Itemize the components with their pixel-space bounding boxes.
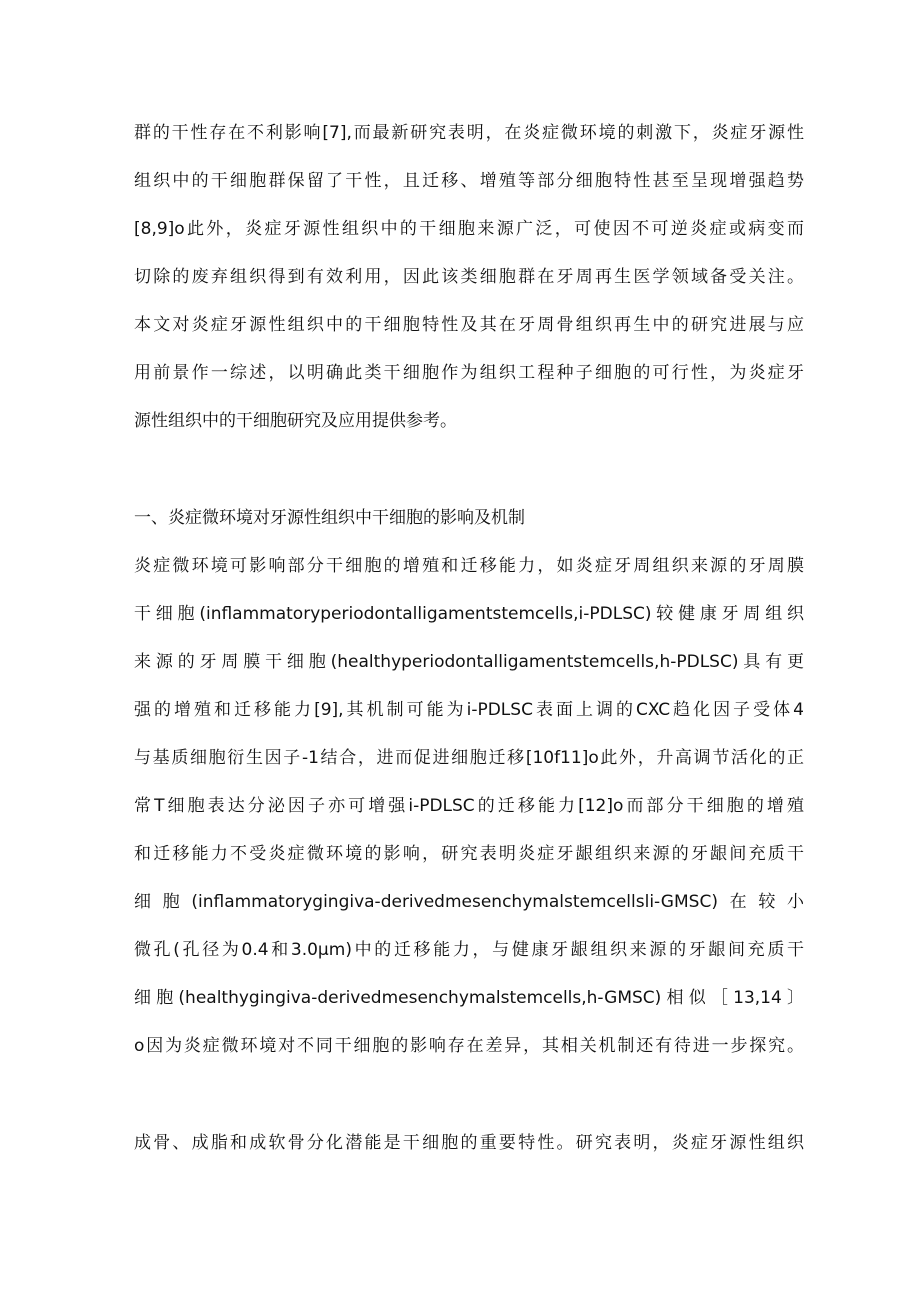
paragraph-line: 来源的牙周膜干细胞(healthyperiodontalligamentstemcells,h-PDLSC)具有更	[134, 652, 804, 672]
paragraph-line: o因为炎症微环境对不同干细胞的影响存在差异，其相关机制还有待进一步探究。	[134, 1036, 804, 1056]
section-heading: 一、炎症微环境对牙源性组织中干细胞的影响及机制	[134, 508, 525, 528]
paragraph-line: 炎症微环境可影响部分干细胞的增殖和迁移能力，如炎症牙周组织来源的牙周膜	[134, 556, 804, 576]
paragraph-line: 细胞(healthygingiva-derivedmesenchymalstemcells,h-GMSC)相似［13,14〕	[134, 988, 804, 1008]
paragraph-line: 本文对炎症牙源性组织中的干细胞特性及其在牙周骨组织再生中的研究进展与应	[134, 315, 804, 335]
paragraph-line: 与基质细胞衍生因子-1结合，进而促进细胞迁移[10f11]o此外，升高调节活化的正	[134, 748, 804, 768]
paragraph-line: [8,9]o此外，炎症牙源性组织中的干细胞来源广泛，可使因不可逆炎症或病变而	[134, 219, 804, 239]
paragraph-line: 干细胞(inflammatoryperiodontalligamentstemcells,i-PDLSC)较健康牙周组织	[134, 604, 804, 624]
paragraph-line: 常T细胞表达分泌因子亦可增强i-PDLSC的迁移能力[12]o而部分干细胞的增殖	[134, 796, 804, 816]
paragraph-line: 细胞(inflammatorygingiva-derivedmesenchymalstemcellsli-GMSC)在较小	[134, 892, 804, 912]
paragraph-line: 用前景作一综述，以明确此类干细胞作为组织工程种子细胞的可行性，为炎症牙	[134, 363, 804, 383]
paragraph-line: 微孔(孔径为0.4和3.0μm)中的迁移能力，与健康牙龈组织来源的牙龈间充质干	[134, 940, 804, 960]
paragraph-line: 组织中的干细胞群保留了干性，且迁移、增殖等部分细胞特性甚至呈现增强趋势	[134, 171, 804, 191]
paragraph-line: 和迁移能力不受炎症微环境的影响，研究表明炎症牙龈组织来源的牙龈间充质干	[134, 844, 804, 864]
paragraph-line: 成骨、成脂和成软骨分化潜能是干细胞的重要特性。研究表明，炎症牙源性组织	[134, 1133, 804, 1153]
paragraph-line: 源性组织中的干细胞研究及应用提供参考。	[134, 411, 457, 431]
paragraph-line: 切除的废弃组织得到有效利用，因此该类细胞群在牙周再生医学领域备受关注。	[134, 267, 804, 287]
paragraph-line: 群的干性存在不利影响[7],而最新研究表明，在炎症微环境的刺激下，炎症牙源性	[134, 123, 804, 143]
paragraph-line: 强的增殖和迁移能力[9],其机制可能为i-PDLSC表面上调的CXC趋化因子受体4	[134, 700, 804, 720]
